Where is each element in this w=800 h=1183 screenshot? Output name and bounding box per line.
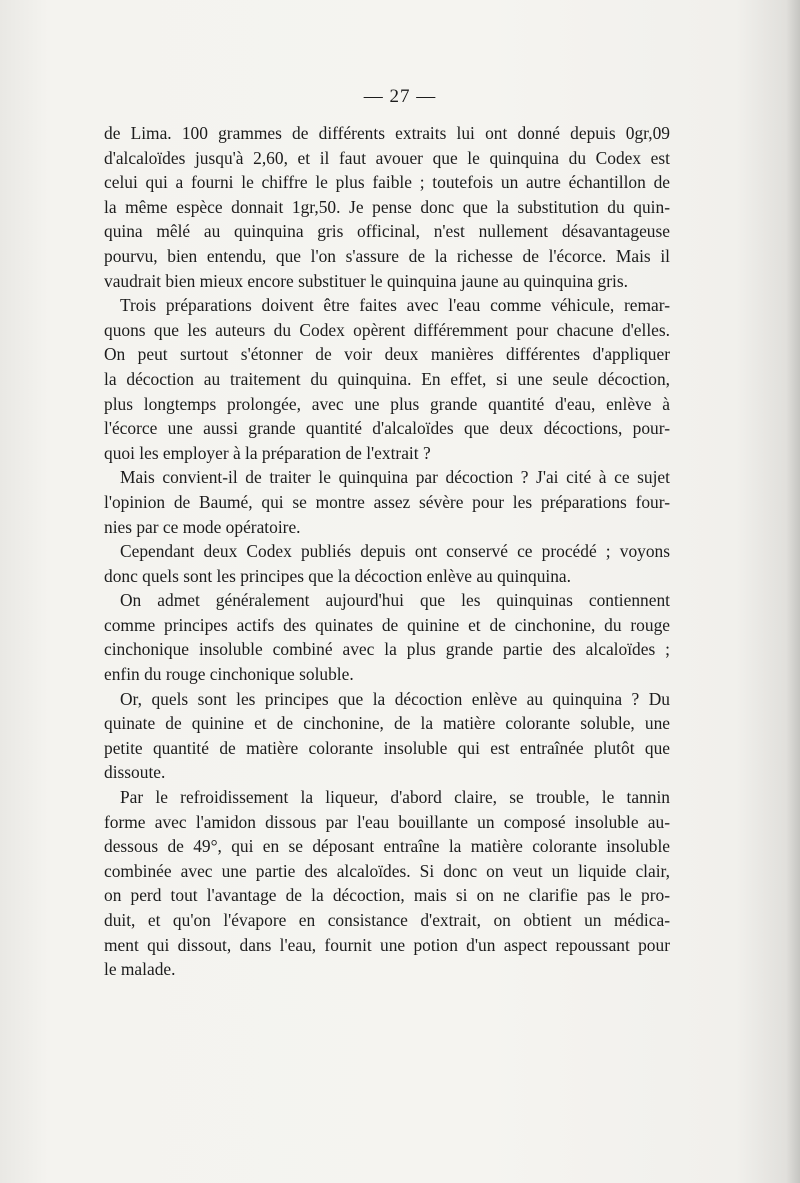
text-line: comme principes actifs des quinates de quinine et de cinchonine, du rouge [104,614,670,635]
text-line: cinchonique insoluble combiné avec la plus grande partie des alcaloïdes ; [104,639,670,660]
text-line: enfin du rouge cinchonique soluble. [104,664,354,685]
text-line: le malade. [104,959,176,980]
text-line: quoi les employer à la préparation de l'extrait ? [104,442,431,463]
paragraph [104,121,670,293]
text-line: Cependant deux Codex publiés depuis ont conservé ce procédé ; voyons [120,541,670,562]
text-line: la même espèce donnait 1gr,50. Je pense donc que la substitution du quin- [104,196,670,217]
paragraph [104,687,670,785]
text-line: d'alcaloïdes jusqu'à 2,60, et il faut avouer que le quinquina du Codex est [104,147,670,168]
text-line: dissoute. [104,762,166,783]
page-number: — 27 — [363,86,437,107]
text-line: l'opinion de Baumé, qui se montre assez sévère pour les préparations four- [104,491,670,512]
text-line: quinate de quinine et de cinchonine, de la matière colorante soluble, une [104,713,670,734]
text-line: donc quels sont les principes que la décoction enlève au quinquina. [104,565,571,586]
text-line: quons que les auteurs du Codex opèrent différemment pour chacune d'elles. [104,319,670,340]
page-edge-shadow [786,0,800,1183]
text-line: forme avec l'amidon dissous par l'eau bouillante un composé insoluble au- [104,811,670,832]
text-line: Or, quels sont les principes que la décoction enlève au quinquina ? Du [120,688,670,709]
text-line: plus longtemps prolongée, avec une plus grande quantité d'eau, enlève à [104,393,670,414]
text-line: ment qui dissout, dans l'eau, fournit une potion d'un aspect repoussant pour [104,934,670,955]
text-line: vaudrait bien mieux encore substituer le quinquina jaune au quinquina gris. [104,270,628,291]
text-line: On peut surtout s'étonner de voir deux manières différentes d'appliquer [104,344,670,365]
paragraph [104,465,670,539]
text-line: on perd tout l'avantage de la décoction, mais si on ne clarifie pas le pro- [104,885,670,906]
text-line: combinée avec une partie des alcaloïdes. Si donc on veut un liquide clair, [104,860,670,881]
paragraph [104,588,670,686]
text-line: de Lima. 100 grammes de différents extraits lui ont donné depuis 0gr,09 [104,123,670,143]
text-line: petite quantité de matière colorante insoluble qui est entraînée plutôt que [104,737,670,758]
text-line: duit, et qu'on l'évapore en consistance d'extrait, on obtient un médica- [104,910,670,930]
text-line: l'écorce une aussi grande quantité d'alcaloïdes que deux décoctions, pour- [104,418,670,439]
text-line: quina mêlé au quinquina gris officinal, n'est nullement désavantageuse [104,221,670,242]
paragraph [104,785,670,982]
text-line: nies par ce mode opératoire. [104,516,301,537]
text-line: Trois préparations doivent être faites avec l'eau comme véhicule, remar- [120,295,670,316]
text-line: celui qui a fourni le chiffre le plus faible ; toutefois un autre échantillon de [104,172,670,193]
paragraph [104,539,670,588]
paragraph [104,293,670,465]
text-line: dessous de 49°, qui en se déposant entraîne la matière colorante insoluble [104,836,670,857]
text-line: Par le refroidissement la liqueur, d'abord claire, se trouble, le tannin [120,787,670,808]
text-line: la décoction au traitement du quinquina. En effet, si une seule décoction, [104,368,670,389]
text-line: pourvu, bien entendu, que l'on s'assure de la richesse de l'écorce. Mais il [104,245,670,266]
text-line: On admet généralement aujourd'hui que les quinquinas contiennent [120,590,670,611]
body-text [104,121,670,982]
text-line: Mais convient-il de traiter le quinquina par décoction ? J'ai cité à ce sujet [120,467,670,488]
